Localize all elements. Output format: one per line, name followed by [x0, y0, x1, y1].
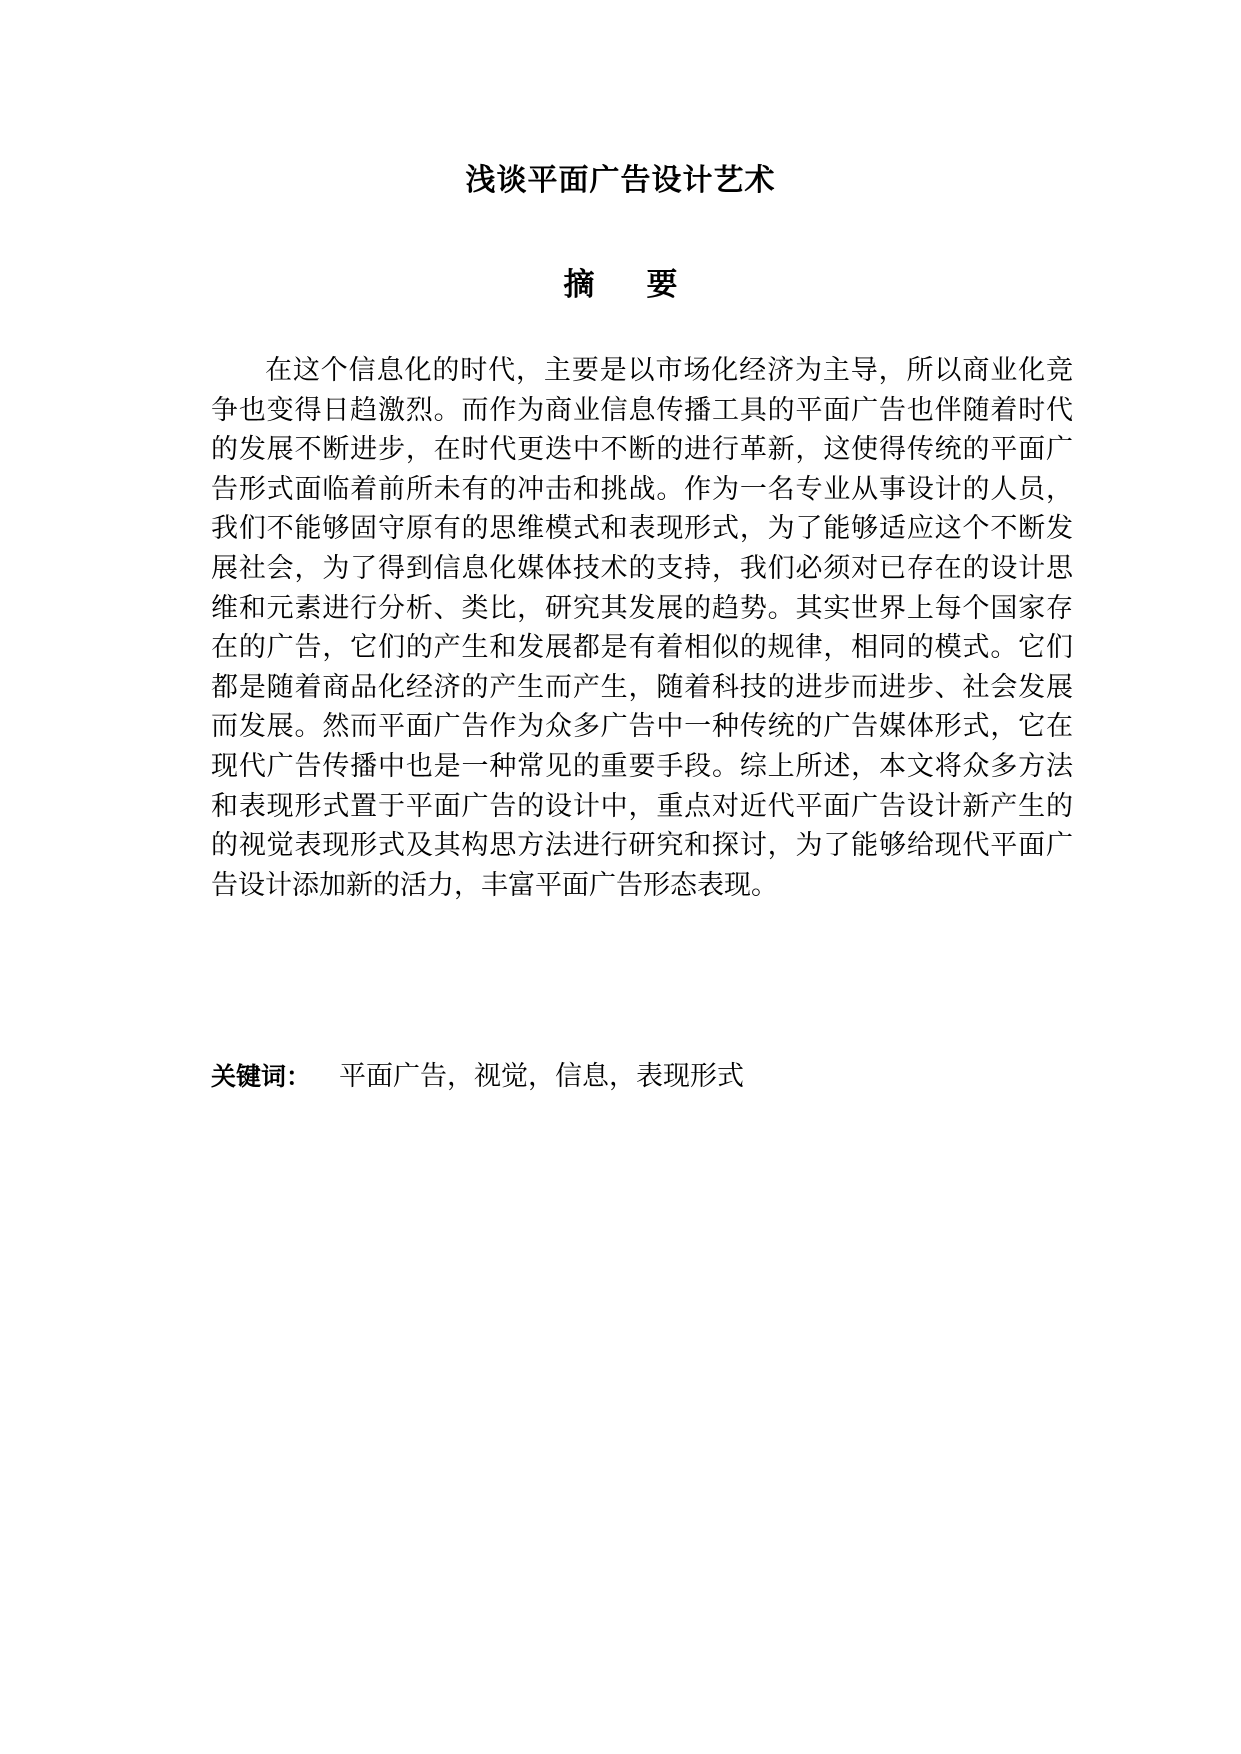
keywords-values: 平面广告，视觉，信息，表现形式	[339, 1061, 745, 1092]
keywords-label: 关键词：	[211, 1062, 312, 1091]
paper-title: 浅谈平面广告设计艺术	[465, 163, 776, 198]
abstract-body: 在这个信息化的时代，主要是以市场化经济为主导，所以商业化竞争也变得日趋激烈。而作为商业信息传播工具的平面广告也伴随着时代的发展不断进步，在时代更迭中不断的进行革新，这使得传统的平面广告形式面临着前所未有的冲击和挑战。作为一名专业从事设计的人员，我们不能够固守原有的思维模式和表现形式，为了能够适应这个不断发展社会，为了得到信息化媒体技术的支持，我们必须对已存在的设计思维和元素进行分析、类比，研究其发展的趋势。其实世界上每个国家存在的广告，它们的产生和发展都是有着相似的规律，相同的模式。它们都是随着商品化经济的产生而产生，随着科技的进步而进步、社会发展而发展。然而平面广告作为众多广告中一种传统的广告媒体形式，它在现代广告传播中也是一种常见的重要手段。综上所述，本文将众多方法和表现形式置于平面广告的设计中，重点对近代平面广告设计新产生的的视觉表现形式及其构思方法进行研究和探讨，为了能够给现代平面广告设计添加新的活力，丰富平面广告形态表现。	[211, 355, 1073, 901]
keywords-line	[211, 1057, 1073, 1097]
abstract-heading: 摘要	[563, 267, 730, 303]
